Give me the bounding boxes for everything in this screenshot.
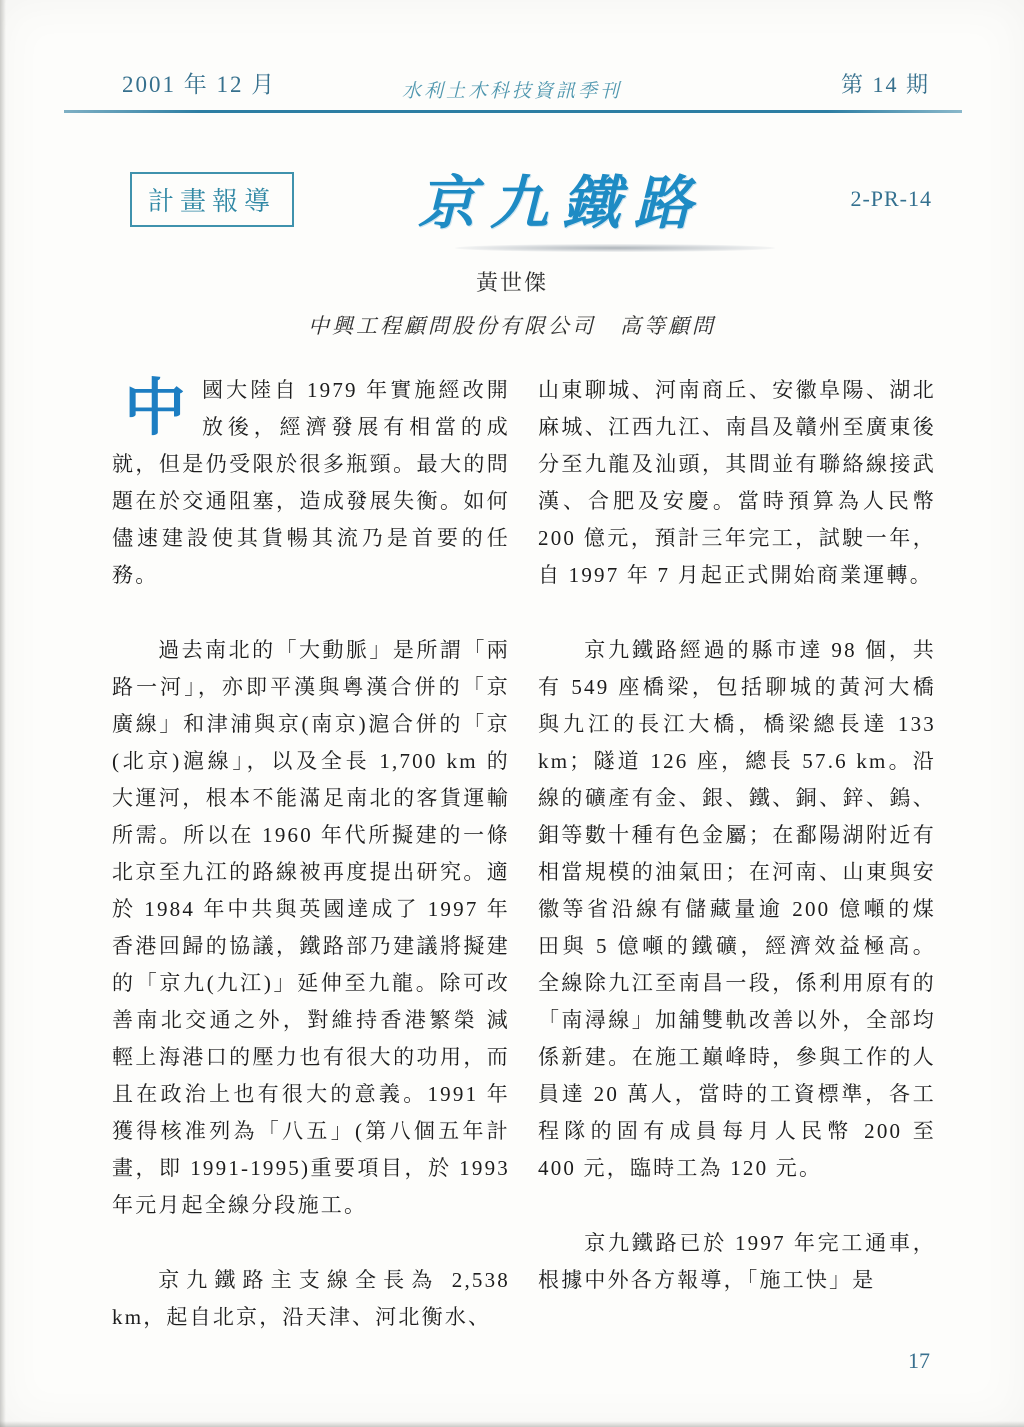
left-column: [112, 372, 510, 1374]
right-column: [538, 372, 936, 1374]
journal-title: 水利土木科技資訊季刊: [401, 81, 622, 102]
header-date: 2001 年 12 月: [122, 72, 277, 97]
issue-number: 第 14 期: [840, 72, 930, 97]
paragraph: 過去南北的「大動脈」是所謂「兩路一河」，亦即平漢與粵漢合併的「京廣線」和津浦與京(南京)滬合併的「京(北京)滬線」，以及全長 1,700 km 的大運河，根本不能滿足南北的客貨運輸所需。所以在 1960 年代所擬建的一條北京至九江的路線被再度提出研究。適於 1984 年中共與英國達成了 1997 年香港回歸的協議，鐵路部乃建議將擬建的「京九(九江)」延伸至九龍。除可改善南北交通之外，對維持香港繁榮 減輕上海港口的壓力也有很大的功用，而且在政治上也有很大的意義。1991 年獲得核准列為「八五」(第八個五年計畫，即 1991-1995)重要項目，於 1993 年元月起全線分段施工。: [112, 638, 510, 1217]
drop-cap: 中: [124, 375, 187, 443]
category-label-box: [130, 172, 294, 227]
paragraph: 京九鐵路主支線全長為 2,538 km，起自北京，沿天津、河北衡水、: [112, 1268, 510, 1329]
article-title: 京九鐵路: [417, 171, 706, 236]
article-body: [112, 372, 936, 1374]
title-underline-swoosh: [455, 244, 775, 252]
author-name: 黃世傑: [475, 270, 548, 295]
author-affiliation: 中興工程顧問股份有限公司 高等顧問: [308, 314, 716, 338]
paragraph-lead: [112, 372, 510, 594]
document-code: 2-PR-14: [850, 186, 932, 211]
category-label: 計畫報導: [148, 187, 277, 216]
page-number: 17: [908, 1348, 930, 1373]
paragraph: 京九鐵路經過的縣市達 98 個，共有 549 座橋梁，包括聊城的黃河大橋與九江的長江大橋，橋梁總長達 133 km；隧道 126 座，總長 57.6 km。沿線的礦產有金、銀、鐵、銅、鋅、鎢、鉬等數十種有色金屬；在鄱陽湖附近有相當規模的油氣田；在河南、山東與安徽等省沿線有儲藏量逾 200 億噸的煤田與 5 億噸的鐵礦，經濟效益極高。全線除九江至南昌一段，係利用原有的「南潯線」加舖雙軌改善以外，全部均係新建。在施工巔峰時，參與工作的人員達 20 萬人，當時的工資標準，各工程隊的固有成員每月人民幣 200 至 400 元，臨時工為 120 元。: [538, 638, 936, 1180]
paragraph-continuation: 山東聊城、河南商丘、安徽阜陽、湖北麻城、江西九江、南昌及贛州至廣東後分至九龍及汕頭，其間並有聯絡線接武漢、合肥及安慶。當時預算為人民幣 200 億元，預計三年完工，試駛一年，自 1997 年 7 月起正式開始商業運轉。: [538, 378, 936, 587]
header-rule: [64, 110, 962, 113]
scan-edge-left: [0, 0, 6, 1427]
paragraph-text: 國大陸自 1979 年實施經改開放後，經濟發展有相當的成就，但是仍受限於很多瓶頸。最大的問題在於交通阻塞，造成發展失衡。如何儘速建設使其貨暢其流乃是首要的任務。: [112, 378, 510, 587]
scan-edge-bottom: [0, 1421, 1024, 1427]
paragraph: 京九鐵路已於 1997 年完工通車，根據中外各方報導，「施工快」是: [538, 1231, 936, 1292]
